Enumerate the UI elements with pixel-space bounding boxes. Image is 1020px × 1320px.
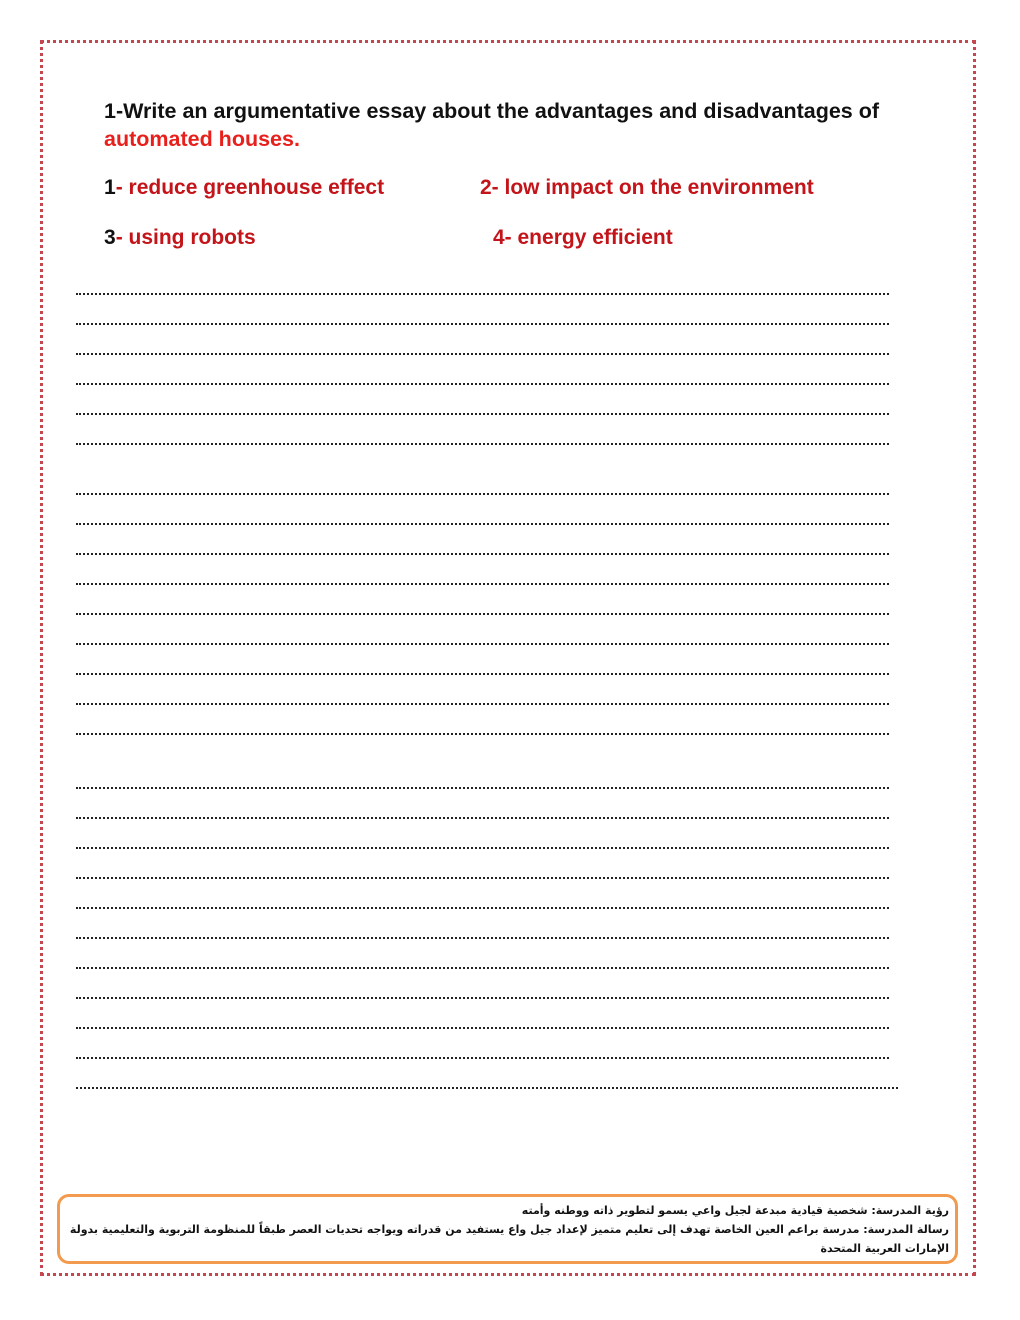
writing-line[interactable] [76, 703, 889, 705]
writing-line[interactable] [76, 937, 889, 939]
school-vision: رؤية المدرسة: شخصية قيادية مبدعة لجيل واعي يسمو لتطوير ذاته ووطنه وأمته [521, 1204, 949, 1217]
writing-line[interactable] [76, 817, 889, 819]
hint-1-text: - reduce greenhouse effect [115, 176, 385, 199]
writing-line[interactable] [76, 323, 889, 325]
writing-line[interactable] [76, 493, 889, 495]
writing-line[interactable] [76, 877, 889, 879]
writing-line[interactable] [76, 907, 889, 909]
writing-line[interactable] [76, 293, 889, 295]
writing-line[interactable] [76, 383, 889, 385]
writing-line[interactable] [76, 353, 889, 355]
writing-line[interactable] [76, 1087, 898, 1089]
school-mission-line-2: الإمارات العربية المتحدة [820, 1242, 949, 1255]
hint-2-number: 2- low impact on the environment [480, 176, 814, 199]
hint-3-text: - using robots [115, 226, 256, 249]
prompt-highlight: automated houses. [104, 127, 300, 151]
writing-line[interactable] [76, 443, 889, 445]
prompt-text: 1-Write an argumentative essay about the advantages and disadvantages of [104, 99, 880, 123]
writing-line[interactable] [76, 413, 889, 415]
writing-area[interactable] [76, 0, 906, 1320]
hint-1-number: 1 [104, 176, 116, 199]
writing-line[interactable] [76, 787, 889, 789]
school-footer [57, 1194, 958, 1264]
writing-line[interactable] [76, 847, 889, 849]
writing-line[interactable] [76, 523, 889, 525]
writing-line[interactable] [76, 613, 889, 615]
hint-3-number: 3 [104, 226, 116, 249]
writing-line[interactable] [76, 583, 889, 585]
writing-line[interactable] [76, 553, 889, 555]
writing-line[interactable] [76, 997, 889, 999]
writing-line[interactable] [76, 733, 889, 735]
writing-line[interactable] [76, 673, 889, 675]
writing-line[interactable] [76, 1027, 889, 1029]
writing-line[interactable] [76, 643, 889, 645]
school-mission-line-1: رسالة المدرسة: مدرسة براعم العين الخاصة تهدف إلى تعليم متميز لإعداد جيل واع يستفيد من قدراته ويواجه تحديات العصر طبقاً للمنظومة التربوية والتعليمية بدولة [69, 1223, 949, 1236]
writing-line[interactable] [76, 967, 889, 969]
writing-line[interactable] [76, 1057, 889, 1059]
hint-4-number: 4- energy efficient [493, 226, 673, 249]
